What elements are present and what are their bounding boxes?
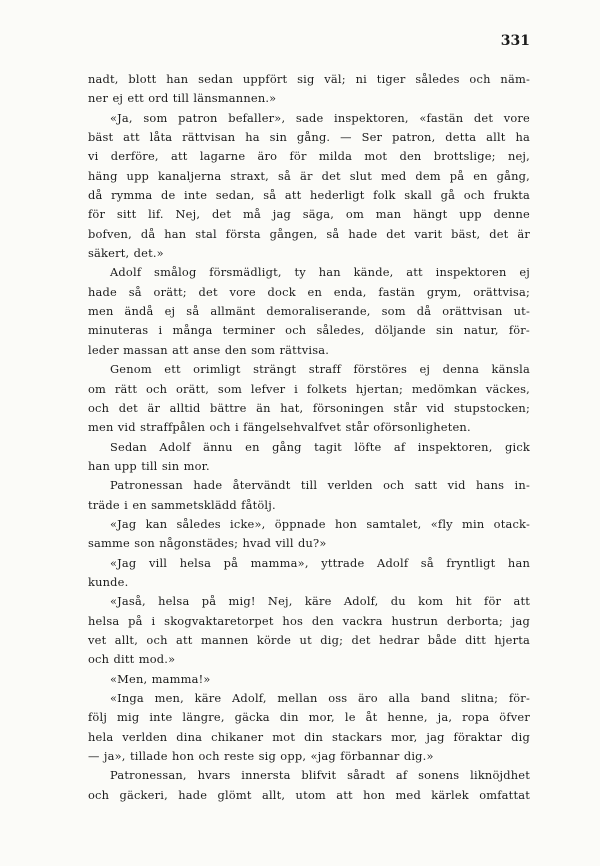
page-number: 331 <box>500 33 530 49</box>
text-line: hela verlden dina chikaner mot din stackars mor, jag föraktar dig <box>88 729 530 744</box>
text-line: Genom ett orimligt strängt straff förstöres ej denna känsla <box>110 362 530 377</box>
text-line: följ mig inte längre, gäcka din mor, le åt henne, ja, ropa öfver <box>88 710 530 725</box>
text-line: «Jag kan således icke», öppnade hon samtalet, «fly min otack- <box>110 516 530 531</box>
text-line: då rymma de inte sedan, så att hederligt folk skall gå och frukta <box>88 188 530 203</box>
text-line: ner ej ett ord till länsmannen.» <box>88 91 277 106</box>
text-line: träde i en sammetsklädd fåtölj. <box>88 497 276 512</box>
text-line: «Inga men, käre Adolf, mellan oss äro alla band slitna; för- <box>110 691 530 705</box>
text-line: «Men, mamma!» <box>110 671 211 686</box>
text-line: men vid straffpålen och i fängelsehvalfvet står oförsonligheten. <box>88 420 471 435</box>
text-line: om rätt och orätt, som lefver i folkets hjertan; medömkan väckes, <box>88 381 530 396</box>
text-line: helsa på i skogvaktaretorpet hos den vackra hustrun derborta; jag <box>88 613 530 628</box>
text-line: häng upp kanaljerna straxt, så är det slut med dem på en gång, <box>88 168 530 183</box>
text-line: Patronessan hade återvändt till verlden och satt vid hans in- <box>110 478 530 493</box>
text-line: «Jag vill helsa på mamma», yttrade Adolf så fryntligt han <box>110 555 530 570</box>
text-line: vi derföre, att lagarne äro för milda mot den brottslige; nej, <box>88 149 530 164</box>
text-line: han upp till sin mor. <box>88 458 210 473</box>
text-line: Sedan Adolf ännu en gång tagit löfte af inspektoren, gick <box>110 439 530 454</box>
text-line: bofven, då han stal första gången, så hade det varit bäst, det är <box>88 226 530 241</box>
text-line: bäst att låta rättvisan ha sin gång. — Ser patron, detta allt ha <box>88 130 530 145</box>
text-line: «Ja, som patron befaller», sade inspektoren, «fastän det vore <box>110 110 530 125</box>
text-line: men ändå ej så allmänt demoraliserande, som då orättvisan ut- <box>88 304 530 319</box>
body-text <box>88 70 530 805</box>
text-line: minuteras i många terminer och således, döljande sin natur, för- <box>88 323 530 338</box>
text-line: samme son någonstädes; hvad vill du?» <box>88 536 327 551</box>
text-line: kunde. <box>88 574 129 589</box>
text-line: nadt, blott han sedan uppfört sig väl; ni tiger således och näm- <box>88 72 530 86</box>
text-line: vet allt, och att mannen körde ut dig; det hedrar både ditt hjerta <box>88 632 530 647</box>
text-line: leder massan att anse den som rättvisa. <box>88 342 330 357</box>
text-line: för sitt lif. Nej, det må jag säga, om man hängt upp denne <box>88 207 530 222</box>
text-line: hade så orätt; det vore dock en enda, fastän grym, orättvisa; <box>88 284 530 299</box>
text-line: — ja», tillade hon och reste sig opp, «jag förbannar dig.» <box>88 749 434 764</box>
text-line: Adolf smålog försmädligt, ty han kände, att inspektoren ej <box>110 265 530 280</box>
text-line: säkert, det.» <box>88 246 164 261</box>
text-line: «Jaså, helsa på mig! Nej, käre Adolf, du kom hit för att <box>110 594 530 609</box>
text-line: Patronessan, hvars innersta blifvit såradt af sonens liknöjdhet <box>110 768 530 783</box>
text-line: och ditt mod.» <box>88 652 176 667</box>
text-line: och det är alltid bättre än hat, försoningen står vid stupstocken; <box>88 400 530 415</box>
text-line: och gäckeri, hade glömt allt, utom att hon med kärlek omfattat <box>88 787 530 802</box>
book-page <box>88 30 530 805</box>
